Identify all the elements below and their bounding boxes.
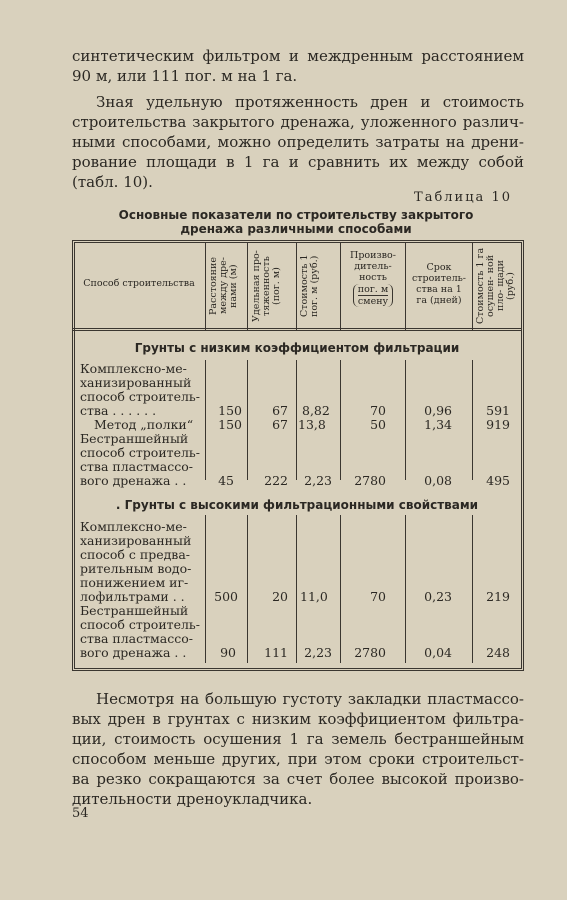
header-line: ства на 1 — [416, 284, 462, 295]
method-line: ханизированный — [80, 533, 192, 548]
column-divider — [340, 360, 341, 480]
cell-productivity: 70 — [370, 403, 386, 418]
method-line: Бестраншейный — [80, 431, 189, 446]
page-number: 54 — [72, 806, 89, 821]
column-divider — [340, 515, 341, 663]
cell-cost-ha: 919 — [486, 417, 510, 432]
cell-term: 0,04 — [424, 645, 452, 660]
text-line: строительства закрытого дренажа, уложенного различ- — [72, 113, 524, 131]
method-line: ства . . . . . . — [80, 403, 157, 418]
text-line: ва резко сокращаются за счет более высокой произво- — [72, 770, 524, 788]
cell-distance: 90 — [220, 645, 236, 660]
header-term — [407, 262, 471, 306]
text-line: Зная удельную протяженность дрен и стоимость — [96, 93, 524, 111]
cell-cost: 2,23 — [304, 645, 332, 660]
method-line: способ строитель- — [80, 617, 200, 632]
header-line: Произво- — [350, 250, 396, 261]
cell-term: 1,34 — [424, 417, 452, 432]
method-line: ханизированный — [80, 375, 192, 390]
method-line: Комплексно-ме- — [80, 361, 187, 376]
column-divider — [472, 360, 473, 480]
method-line: вого дренажа . . — [80, 645, 187, 660]
cell-length: 222 — [264, 473, 288, 488]
method-line: способ строитель- — [80, 445, 200, 460]
cell-cost: 13,8 — [298, 417, 326, 432]
cell-term: 0,23 — [424, 589, 452, 604]
column-divider — [405, 515, 406, 663]
cell-term: 0,96 — [424, 403, 452, 418]
text-line: ции, стоимость осушения 1 га земель бестраншейным — [72, 730, 524, 748]
cell-length: 20 — [272, 589, 288, 604]
method-line: способ строитель- — [80, 389, 200, 404]
text-line: синтетическим фильтром и междренным расстоянием — [72, 47, 524, 65]
column-divider — [296, 515, 297, 663]
cell-cost: 8,82 — [302, 403, 330, 418]
method-line: ства пластмассо- — [80, 631, 193, 646]
method-line: Метод „полки“ — [94, 417, 194, 432]
method-line: способ с предва- — [80, 547, 190, 562]
group-heading: . Грунты с высокими фильтрационными свойствами — [115, 498, 479, 512]
method-line: понижением иг- — [80, 575, 189, 590]
group-heading: Грунты с низким коэффициентом фильтрации — [134, 341, 460, 355]
header-line: дитель- — [354, 261, 392, 272]
body-paragraph — [72, 689, 524, 809]
cell-cost-ha: 248 — [486, 645, 510, 660]
header-line: строитель- — [411, 273, 466, 284]
text-line: дительности дреноукладчика. — [72, 790, 313, 808]
method-line: рительным водо- — [80, 561, 192, 576]
text-line: способом меньше других, при этом сроки строительст- — [72, 750, 524, 768]
column-divider — [405, 360, 406, 480]
header-line: смену — [357, 296, 389, 307]
column-divider — [472, 515, 473, 663]
cell-productivity: 70 — [370, 589, 386, 604]
method-line: Комплексно-ме- — [80, 519, 187, 534]
header-productivity — [342, 250, 404, 307]
column-divider — [472, 242, 473, 330]
data-table — [72, 240, 522, 670]
header-fraction — [353, 284, 393, 307]
header-line: ность — [359, 272, 387, 283]
header-line: Срок — [426, 262, 452, 273]
table-title-line: дренажа различными способами — [180, 222, 412, 236]
header-distance: Расстояние между дре- нами (м) — [208, 257, 239, 315]
cell-length: 67 — [272, 417, 288, 432]
method-line: Бестраншейный — [80, 603, 189, 618]
header-cost: Стоимость 1 пог. м (руб.) — [299, 254, 320, 318]
cell-productivity: 2780 — [354, 473, 386, 488]
table-title — [72, 208, 520, 236]
text-line: рование площади в 1 га и сравнить их между собой — [72, 153, 524, 171]
method-line: лофильтрами . . — [80, 589, 185, 604]
text-line: вых дрен в грунтах с низким коэффициентом фильтра- — [72, 710, 524, 728]
header-cost-ha: Стоимость 1 га осушен- ной пло- щади (руб.) — [475, 247, 516, 325]
cell-term: 0,08 — [424, 473, 452, 488]
cell-distance: 45 — [218, 473, 234, 488]
column-divider — [247, 360, 248, 480]
header-line: га (дней) — [416, 295, 462, 306]
text-line: 90 м, или 111 пог. м на 1 га. — [72, 67, 298, 85]
cell-productivity: 50 — [370, 417, 386, 432]
header-separator — [72, 328, 522, 331]
cell-length: 111 — [264, 645, 288, 660]
body-paragraph — [72, 92, 524, 192]
method-line: ства пластмассо- — [80, 459, 193, 474]
method-line: вого дренажа . . — [80, 473, 187, 488]
cell-cost: 11,0 — [300, 589, 328, 604]
cell-distance: 150 — [218, 417, 242, 432]
cell-cost-ha: 495 — [486, 473, 510, 488]
cell-length: 67 — [272, 403, 288, 418]
cell-distance: 500 — [214, 589, 238, 604]
cell-cost-ha: 591 — [486, 403, 510, 418]
column-divider — [405, 242, 406, 330]
text-line: ными способами, можно определить затраты на дрени- — [72, 133, 524, 151]
column-divider — [296, 360, 297, 480]
cell-distance: 150 — [218, 403, 242, 418]
cell-cost: 2,23 — [304, 473, 332, 488]
table-label: Таблица 10 — [414, 190, 512, 205]
cell-cost-ha: 219 — [486, 589, 510, 604]
column-divider — [205, 515, 206, 663]
header-line: пог. м — [357, 284, 389, 295]
header-length: Удельная про- тяженность (пог. м) — [251, 250, 282, 322]
column-divider — [340, 242, 341, 330]
text-line: Несмотря на большую густоту закладки пластмассо- — [96, 690, 524, 708]
column-divider — [247, 515, 248, 663]
table-title-line: Основные показатели по строительству закрытого — [118, 208, 474, 222]
column-divider — [296, 242, 297, 330]
text-line: (табл. 10). — [72, 173, 153, 191]
cell-productivity: 2780 — [354, 645, 386, 660]
column-divider — [247, 242, 248, 330]
intro-paragraph — [72, 46, 524, 86]
header-method: Способ строительства — [83, 278, 195, 289]
column-divider — [205, 242, 206, 330]
